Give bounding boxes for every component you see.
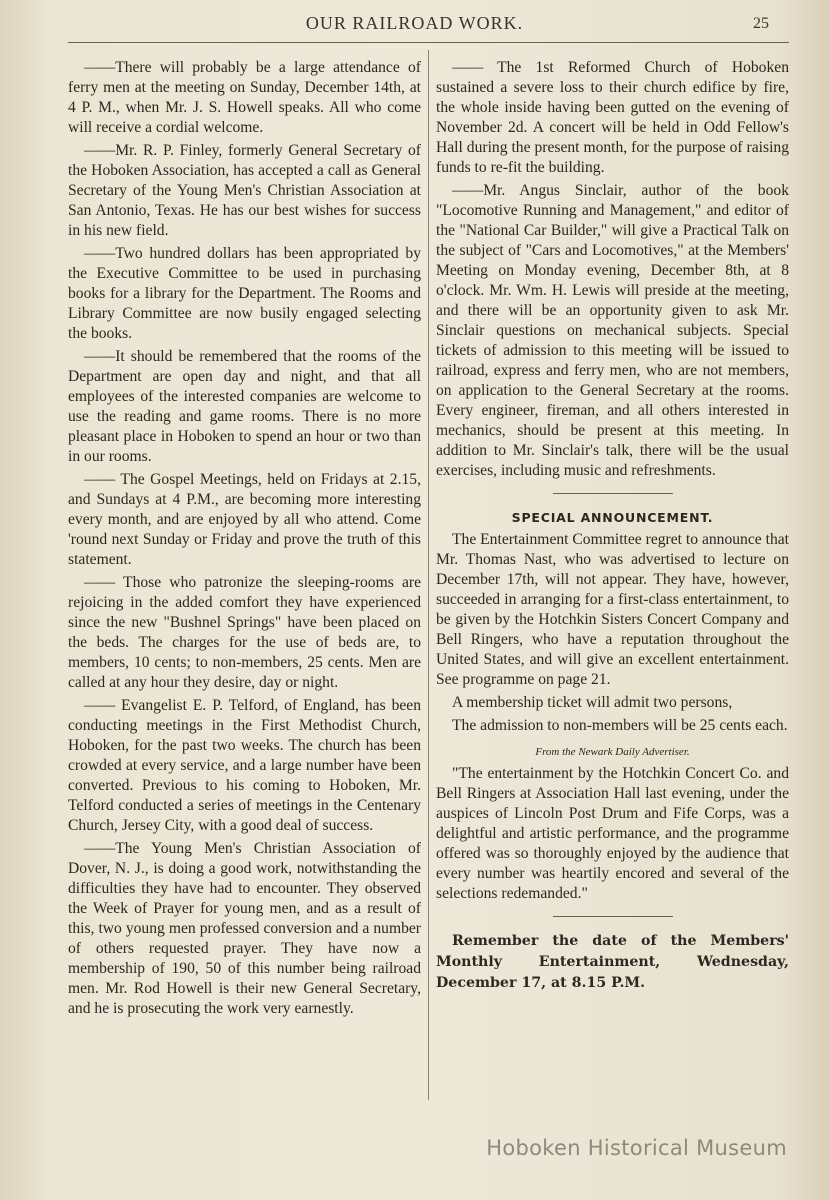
page-header xyxy=(0,10,829,40)
news-item: ——The Young Men's Christian Association of Dover, N. J., is doing a good work, notwithstanding the difficulties they have had to encounter. They observed the Week of Prayer for young men, and as a result of this, two young men professed conversion and a number of others requested prayer. They have now a membership of 190, 50 of this number being railroad men. Mr. Rod Howell is their new General Secretary, and he is prosecuting the work very earnestly. xyxy=(68,840,421,1017)
news-item: ——Mr. R. P. Finley, formerly General Secretary of the Hoboken Association, has accepted a call as General Secretary of the Young Men's Christian Association at San Antonio, Texas. He has our best wishes for success in his new field. xyxy=(68,142,421,239)
news-item: ——Two hundred dollars has been appropriated by the Executive Committee to be used in purchasing books for a library for the Department. The Rooms and Library Committee are now busily engaged selecting the books. xyxy=(68,245,421,342)
left-column xyxy=(68,58,421,1022)
news-item: —— The 1st Reformed Church of Hoboken sustained a severe loss to their church edifice by fire, the whole inside having been gutted on the evening of November 2d. A concert will be held in Odd Fellow's Hall during the present month, for the purpose of raising funds to re-fit the building. xyxy=(436,59,789,176)
news-item: ——Mr. Angus Sinclair, author of the book "Locomotive Running and Management," and editor of the "National Car Builder," will give a Practical Talk on the subject of "Cars and Locomotives," at the Members' Meeting on Monday evening, December 8th, at 8 o'clock. Mr. Wm. H. Lewis will preside at the meeting, and there will be an opportunity given to ask Mr. Sinclair questions on mechanical subjects. Special tickets of admission to this meeting will be issued to railroad, express and ferry men, who are not members, on application to the General Secretary at the rooms. Every engineer, fireman, and all others interested in mechanics, should be present at this meeting. In addition to Mr. Sinclair's talk, there will be the usual exercises, including music and refreshments. xyxy=(436,182,789,479)
newspaper-quote: "The entertainment by the Hotchkin Concert Co. and Bell Ringers at Association Hall last evening, under the auspices of Lincoln Post Drum and Fife Corps, was a delightful and artistic performance, and the programme offered was so thoroughly enjoyed by the audience that every number was heartily encored and several of the selections redemanded." xyxy=(436,765,789,902)
running-title: OUR RAILROAD WORK. xyxy=(305,13,524,33)
museum-watermark: Hoboken Historical Museum xyxy=(486,1136,787,1160)
page-number: 25 xyxy=(753,15,769,32)
announcement-heading: SPECIAL ANNOUNCEMENT. xyxy=(511,510,714,525)
quote-source: From the Newark Daily Advertiser. xyxy=(535,746,690,758)
announcement-paragraph: The Entertainment Committee regret to announce that Mr. Thomas Nast, who was advertised to lecture on December 17th, will not appear. They have, however, succeeded in arranging for a first-class entertainment, to be given by the Hotchkin Sisters Concert Company and Bell Ringers, who have a reputation throughout the United States, and will give an excellent entertainment. See programme on page 21. xyxy=(436,531,789,688)
news-item: —— Evangelist E. P. Telford, of England, has been conducting meetings in the First Methodist Church, Hoboken, for the past two weeks. The church has been crowded at every service, and a large number have been converted. Previous to his coming to Hoboken, Mr. Telford conducted a series of meetings in the Centenary Church, Jersey City, with a good deal of success. xyxy=(68,697,421,834)
announcement-paragraph: The admission to non-members will be 25 cents each. xyxy=(452,717,788,734)
header-rule xyxy=(68,42,789,43)
section-rule xyxy=(553,493,673,494)
announcement-paragraph: A membership ticket will admit two persons, xyxy=(452,694,733,711)
news-item: ——There will probably be a large attendance of ferry men at the meeting on Sunday, December 14th, at 4 P. M., when Mr. J. S. Howell speaks. All who come will receive a cordial welcome. xyxy=(68,59,421,136)
news-item: —— Those who patronize the sleeping-rooms are rejoicing in the added comfort they have experienced since the new "Bushnel Springs" have been placed on the beds. The charges for the use of beds are, to members, 10 cents; to non-members, 25 cents. Men are called at any hour they desire, day or night. xyxy=(68,574,421,691)
news-item: —— The Gospel Meetings, held on Fridays at 2.15, and Sundays at 4 P.M., are becoming more interesting every month, and are enjoyed by all who attend. Come 'round next Sunday or Friday and prove the truth of this statement. xyxy=(68,471,421,568)
column-divider xyxy=(428,50,429,1100)
right-column xyxy=(436,58,789,994)
reminder-notice: Remember the date of the Members' Monthly Entertainment, Wednesday, December 17, at 8.15 P.M. xyxy=(436,933,789,991)
section-rule xyxy=(553,916,673,917)
news-item: ——It should be remembered that the rooms of the Department are open day and night, and that all employees of the interested companies are welcome to use the reading and game rooms. There is no more pleasant place in Hoboken to spend an hour or two than in our rooms. xyxy=(68,348,421,465)
